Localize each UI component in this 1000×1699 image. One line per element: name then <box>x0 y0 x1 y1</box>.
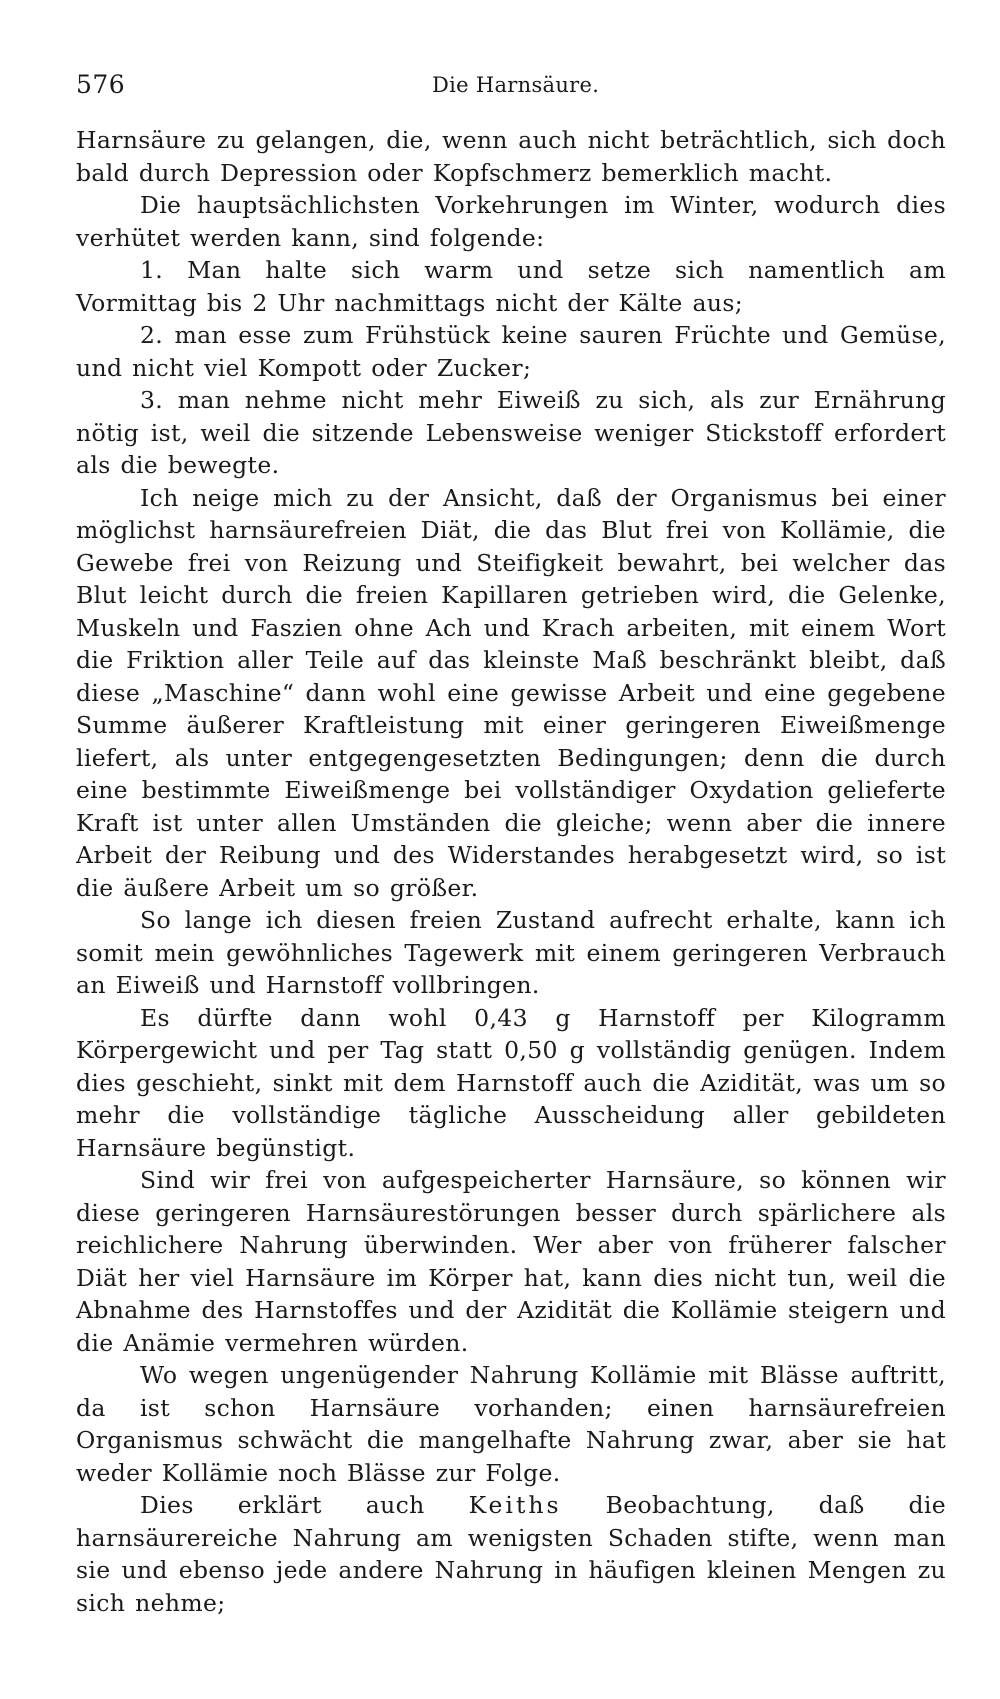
keith-text-after: Beobachtung, daß die harnsäurereiche Nahrung am wenigsten Schaden stifte, wenn man sie und ebenso jede andere Nahrung in häufigen kleinen Mengen zu sich nehme; <box>76 1491 946 1617</box>
body-text <box>76 124 946 1619</box>
running-head: Die Harnsäure. <box>432 73 600 97</box>
paragraph-continuation: Harnsäure zu gelangen, die, wenn auch nicht beträchtlich, sich doch bald durch Depression oder Kopfschmerz bemerklich macht. <box>76 126 946 187</box>
paragraph-free-state: So lange ich diesen freien Zustand aufrecht erhalte, kann ich somit mein gewöhnliches Tagewerk mit einem geringeren Verbrauch an Eiweiß und Harnstoff vollbringen. <box>76 906 946 999</box>
paragraph-stored-uric-acid: Sind wir frei von aufgespeicherter Harnsäure, so können wir diese geringeren Harnsäurestörungen besser durch spärlichere als reichlichere Nahrung überwinden. Wer aber von früherer falscher Diät her viel Harnsäure im Körper hat, kann dies nicht tun, weil die Abnahme des Harnstoffes und der Azidität die Kollämie steigern und die Anämie vermehren würden. <box>76 1166 946 1357</box>
paragraph-keith-observation <box>76 1489 946 1619</box>
page-number: 576 <box>76 70 126 99</box>
page-header <box>76 70 946 100</box>
paragraph-urea-amount: Es dürfte dann wohl 0,43 g Harnstoff per Kilogramm Körpergewicht und per Tag statt 0,50 g vollständig genügen. Indem dies geschieht, sinkt mit dem Harnstoff auch die Azidität, was um so mehr die vollständige tägliche Ausscheidung aller gebildeten Harnsäure begünstigt. <box>76 1003 946 1162</box>
author-name-keith: Keiths <box>468 1491 562 1519</box>
list-item-3: 3. man nehme nicht mehr Eiweiß zu sich, als zur Ernährung nötig ist, weil die sitzende Lebensweise weniger Stickstoff erfordert als die bewegte. <box>76 386 946 479</box>
list-item-2: 2. man esse zum Frühstück keine sauren Früchte und Gemüse, und nicht viel Kompott oder Zucker; <box>76 321 946 382</box>
paragraph-insufficient-food: Wo wegen ungenügender Nahrung Kollämie mit Blässe auftritt, da ist schon Harnsäure vorhanden; einen harnsäurefreien Organismus schwächt die mangelhafte Nahrung zwar, aber sie hat weder Kollämie noch Blässe zur Folge. <box>76 1361 946 1487</box>
keith-text-before: Dies erklärt auch <box>140 1491 469 1519</box>
list-item-1: 1. Man halte sich warm und setze sich namentlich am Vormittag bis 2 Uhr nachmittags nicht der Kälte aus; <box>76 256 946 317</box>
paragraph-organism: Ich neige mich zu der Ansicht, daß der Organismus bei einer möglichst harnsäurefreien Diät, die das Blut frei von Kollämie, die Gewebe frei von Reizung und Steifigkeit bewahrt, bei welcher das Blut leicht durch die freien Kapillaren getrieben wird, die Gelenke, Muskeln und Faszien ohne Ach und Krach arbeiten, mit einem Wort die Friktion aller Teile auf das kleinste Maß beschränkt bleibt, daß diese „Maschine“ dann wohl eine gewisse Arbeit und eine gegebene Summe äußerer Kraftleistung mit einer geringeren Eiweißmenge liefert, als unter entgegengesetzten Bedingungen; denn die durch eine bestimmte Eiweißmenge bei vollständiger Oxydation gelieferte Kraft ist unter allen Umständen die gleiche; wenn aber die innere Arbeit der Reibung und des Widerstandes herabgesetzt wird, so ist die äußere Arbeit um so größer. <box>76 483 946 902</box>
paragraph-precautions-intro: Die hauptsächlichsten Vorkehrungen im Winter, wodurch dies verhütet werden kann, sind folgende: <box>76 191 946 252</box>
